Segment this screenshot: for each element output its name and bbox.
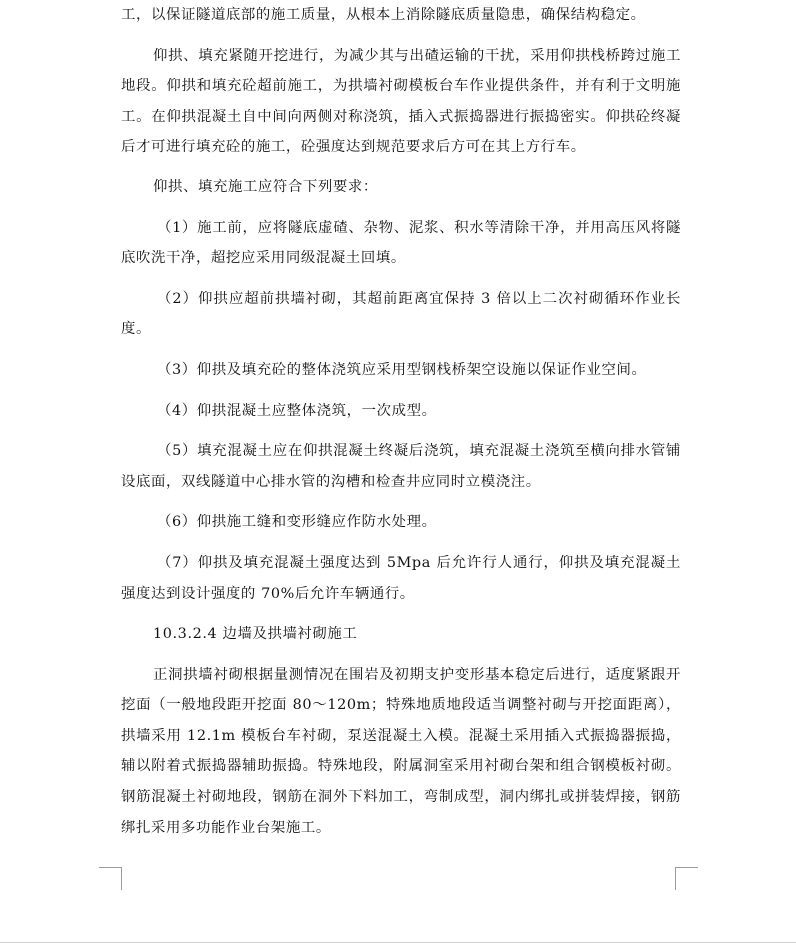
crop-mark-right — [675, 867, 698, 890]
document-body — [121, 0, 681, 843]
paragraph-lining-construction: 正洞拱墙衬砌根据量测情况在围岩及初期支护变形基本稳定后进行，适度紧跟开挖面（一般地段距开挖面 80～120m；特殊地质地段适当调整衬砌与开挖面距离），拱墙采用 12.1m 模板台车衬砌，泵送混凝土入模。混凝土采用插入式振捣器振捣，辅以附着式振捣器辅助振捣。特殊地段，附属洞室采用衬砌台架和组合钢模板衬砌。钢筋混凝土衬砌地段，钢筋在洞外下料加工，弯制成型，洞内绑扎或拼装焊接，钢筋绑扎采用多功能作业台架施工。 — [121, 666, 681, 836]
list-item-4: （4）仰拱混凝土应整体浇筑，一次成型。 — [157, 402, 437, 419]
section-heading: 10.3.2.4 边墙及拱墙衬砌施工 — [153, 626, 358, 643]
list-item-6: （6）仰拱施工缝和变形缝应作防水处理。 — [157, 514, 437, 531]
paragraph-inverted-arch-intro: 仰拱、填充紧随开挖进行，为减少其与出碴运输的干扰，采用仰拱栈桥跨过施工地段。仰拱和填充砼超前施工，为拱墙衬砌模板台车作业提供条件，并有利于文明施工。在仰拱混凝土自中间向两侧对称浇筑，插入式振捣器进行振捣密实。仰拱砼终凝后才可进行填充砼的施工，砼强度达到规范要求后方可在其上方行车。 — [121, 47, 681, 156]
paragraph-requirements-lead: 仰拱、填充施工应符合下列要求： — [153, 178, 378, 195]
crop-mark-left — [99, 867, 122, 890]
paragraph-continuation: 工，以保证隧道底部的施工质量，从根本上消除隧底质量隐患，确保结构稳定。 — [121, 7, 646, 23]
page-bottom-edge — [0, 942, 796, 943]
list-item-3: （3）仰拱及填充砼的整体浇筑应采用型钢栈桥架空设施以保证作业空间。 — [157, 361, 647, 378]
list-item-2: （2）仰拱应超前拱墙衬砌，其超前距离宜保持 3 倍以上二次衬砌循环作业长度。 — [121, 290, 681, 338]
list-item-7: （7）仰拱及填充混凝土强度达到 5Mpa 后允许行人通行，仰拱及填充混凝土强度达到设计强度的 70%后允许车辆通行。 — [121, 554, 681, 602]
list-item-1: （1）施工前，应将隧底虚碴、杂物、泥浆、积水等清除干净，并用高压风将隧底吹洗干净，超挖应采用同级混凝土回填。 — [121, 219, 681, 267]
list-item-5: （5）填充混凝土应在仰拱混凝土终凝后浇筑，填充混凝土浇筑至横向排水管铺设底面，双线隧道中心排水管的沟槽和检查井应同时立模浇注。 — [121, 443, 681, 490]
